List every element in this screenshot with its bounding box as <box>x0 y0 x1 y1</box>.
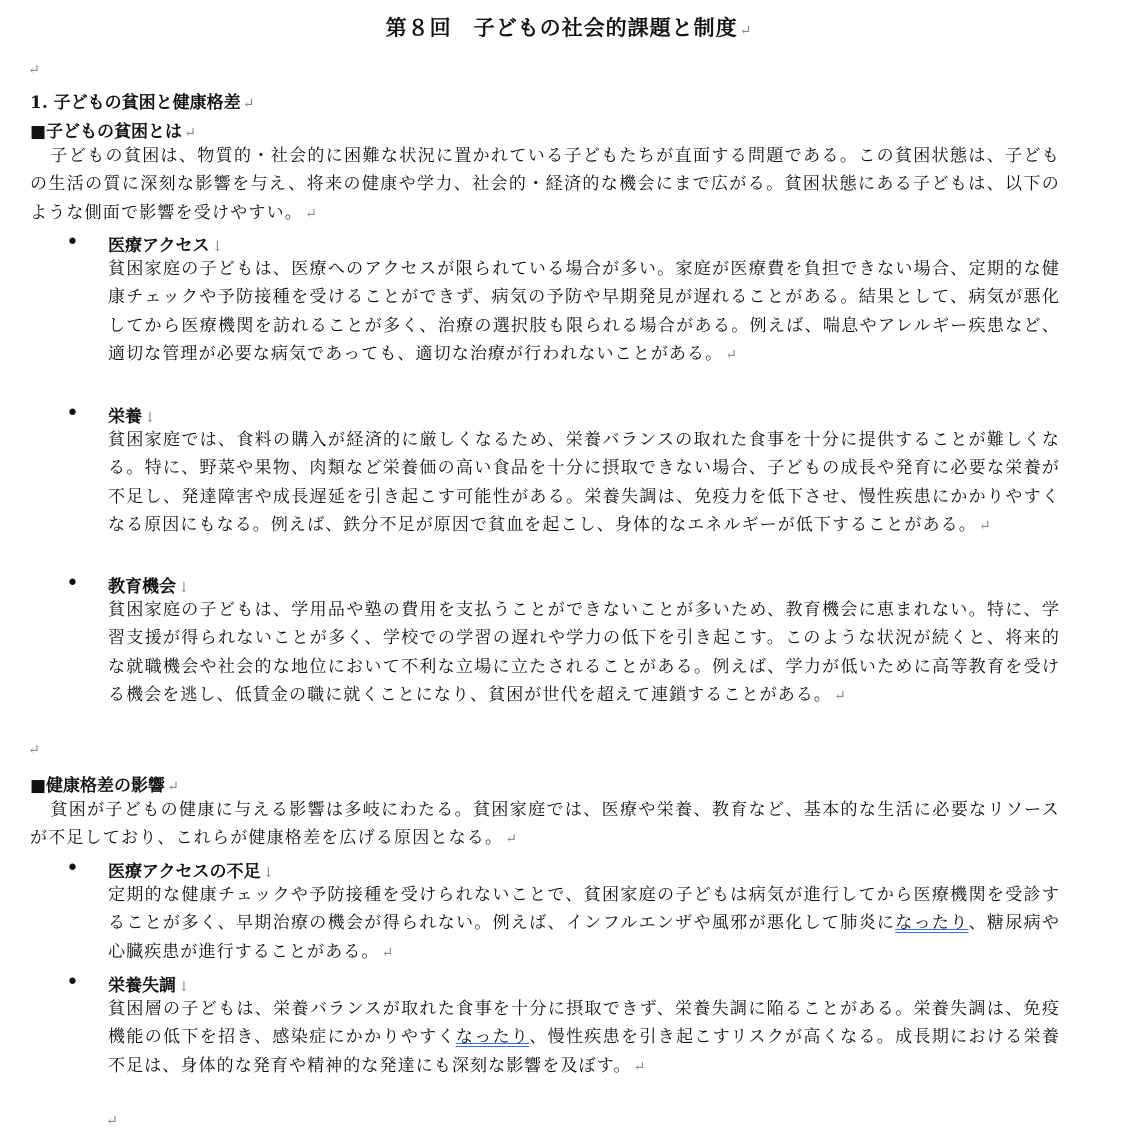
subsection-heading-poverty: ■子どもの貧困とは ↵ <box>30 122 196 142</box>
line-break-mark: ↓ <box>262 865 275 881</box>
empty-paragraph-mark: ↵ <box>28 742 40 758</box>
paragraph-mark: ↵ <box>725 347 739 364</box>
paragraph-mark: ↵ <box>184 125 196 141</box>
bullet-dot-icon: • <box>66 571 79 596</box>
paragraph-mark: ↵ <box>167 779 179 795</box>
empty-paragraph-mark: ↵ <box>28 62 40 78</box>
paragraph-mark: ↵ <box>305 205 318 222</box>
line-break-mark: ↓ <box>178 580 190 596</box>
paragraph-mark: ↵ <box>739 23 753 39</box>
bullet-heading-lack-medical-access: 医療アクセスの不足 ↓ <box>108 862 275 882</box>
bullet-heading-nutrition: 栄養 ↓ <box>108 407 156 427</box>
line-break-mark: ↓ <box>144 410 156 426</box>
line-break-mark: ↓ <box>178 979 190 995</box>
bullet-dot-icon: • <box>66 856 79 881</box>
spellcheck-underline[interactable]: なったり <box>895 913 969 934</box>
bullet-body-lack-medical-access: 定期的な健康チェックや予防接種を受けられないことで、貧困家庭の子どもは病気が進行してから医療機関を受診することが多く、早期治療の機会が得られない。例えば、インフルエンザや風邪が悪化して肺炎になったり、糖尿病や心臓疾患が進行することがある。 ↵ <box>108 885 1061 962</box>
paragraph-mark: ↵ <box>633 1058 647 1075</box>
paragraph-mark: ↵ <box>834 688 847 705</box>
bullet-body-medical-access: 貧困家庭の子どもは、医療へのアクセスが限られている場合が多い。家庭が医療費を負担できない場合、定期的な健康チェックや予防接種を受けることができず、病気の予防や早期発見が遅れることがある。結果として、病気が悪化してから医療機関を訪れることが多く、治療の選択肢も限られる場合がある。例えば、喘息やアレルギー疾患など、適切な管理が必要な病気であっても、適切な治療が行われないことがある。 ↵ <box>108 259 1060 365</box>
subsection-heading-health-gap: ■健康格差の影響 ↵ <box>30 776 179 796</box>
bullet-heading-medical-access: 医療アクセス ↓ <box>108 236 224 256</box>
bullet-dot-icon: • <box>66 970 79 995</box>
page-title: 第８回 子どもの社会的課題と制度 ↵ <box>385 15 753 40</box>
bullet-heading-education: 教育機会 ↓ <box>108 577 190 597</box>
health-gap-intro-paragraph: 貧困が子どもの健康に与える影響は多岐にわたる。貧困家庭では、医療や栄養、教育など、基本的な生活に必要なリソースが不足しており、これらが健康格差を広げる原因となる。 ↵ <box>30 800 1060 849</box>
bullet-dot-icon: • <box>66 401 79 426</box>
intro-paragraph: 子どもの貧困は、物質的・社会的に困難な状況に置かれている子どもたちが直面する問題である。この貧困状態は、子どもの生活の質に深刻な影響を与え、将来の健康や学力、社会的・経済的な機会にまで広がる。貧困状態にある子どもは、以下のような側面で影響を受けやすい。 ↵ <box>30 146 1060 223</box>
paragraph-mark: ↵ <box>242 96 255 112</box>
spellcheck-underline[interactable]: なったり <box>455 1027 530 1048</box>
paragraph-mark: ↵ <box>381 944 395 961</box>
line-break-mark: ↓ <box>211 239 224 255</box>
bullet-body-education: 貧困家庭の子どもは、学用品や塾の費用を支払うことができないことが多いため、教育機会に恵まれない。特に、学習支援が得られないことが多く、学校での学習の遅れや学力の低下を引き起こす。このような状況が続くと、将来的な就職機会や社会的な地位において不利な立場に立たされることがある。例えば、学力が低いために高等教育を受ける機会を逃し、低賃金の職に就くことになり、貧困が世代を超えて連鎖することがある。 ↵ <box>108 600 1060 706</box>
bullet-dot-icon: • <box>66 230 79 255</box>
section-heading: 1. 子どもの貧困と健康格差 ↵ <box>30 93 255 113</box>
empty-paragraph-mark: ↵ <box>106 1113 118 1129</box>
bullet-heading-malnutrition: 栄養失調 ↓ <box>108 976 190 996</box>
paragraph-mark: ↵ <box>978 518 992 535</box>
paragraph-mark: ↵ <box>505 831 519 848</box>
bullet-body-malnutrition: 貧困層の子どもは、栄養バランスが取れた食事を十分に摂取できず、栄養失調に陥ることがある。栄養失調は、免疫機能の低下を招き、感染症にかかりやすくなったり、慢性疾患を引き起こすリスクが高くなる。成長期における栄養不足は、身体的な発育や精神的な発達にも深刻な影響を及ぼす。 ↵ <box>108 999 1060 1076</box>
bullet-body-nutrition: 貧困家庭では、食料の購入が経済的に厳しくなるため、栄養バランスの取れた食事を十分に提供することが難しくなる。特に、野菜や果物、肉類など栄養価の高い食品を十分に摂取できない場合、子どもの成長や発育に必要な栄養が不足し、発達障害や成長遅延を引き起こす可能性がある。栄養失調は、免疫力を低下させ、慢性疾患にかかりやすくなる原因にもなる。例えば、鉄分不足が原因で貧血を起こし、身体的なエネルギーが低下することがある。 ↵ <box>108 430 1060 536</box>
